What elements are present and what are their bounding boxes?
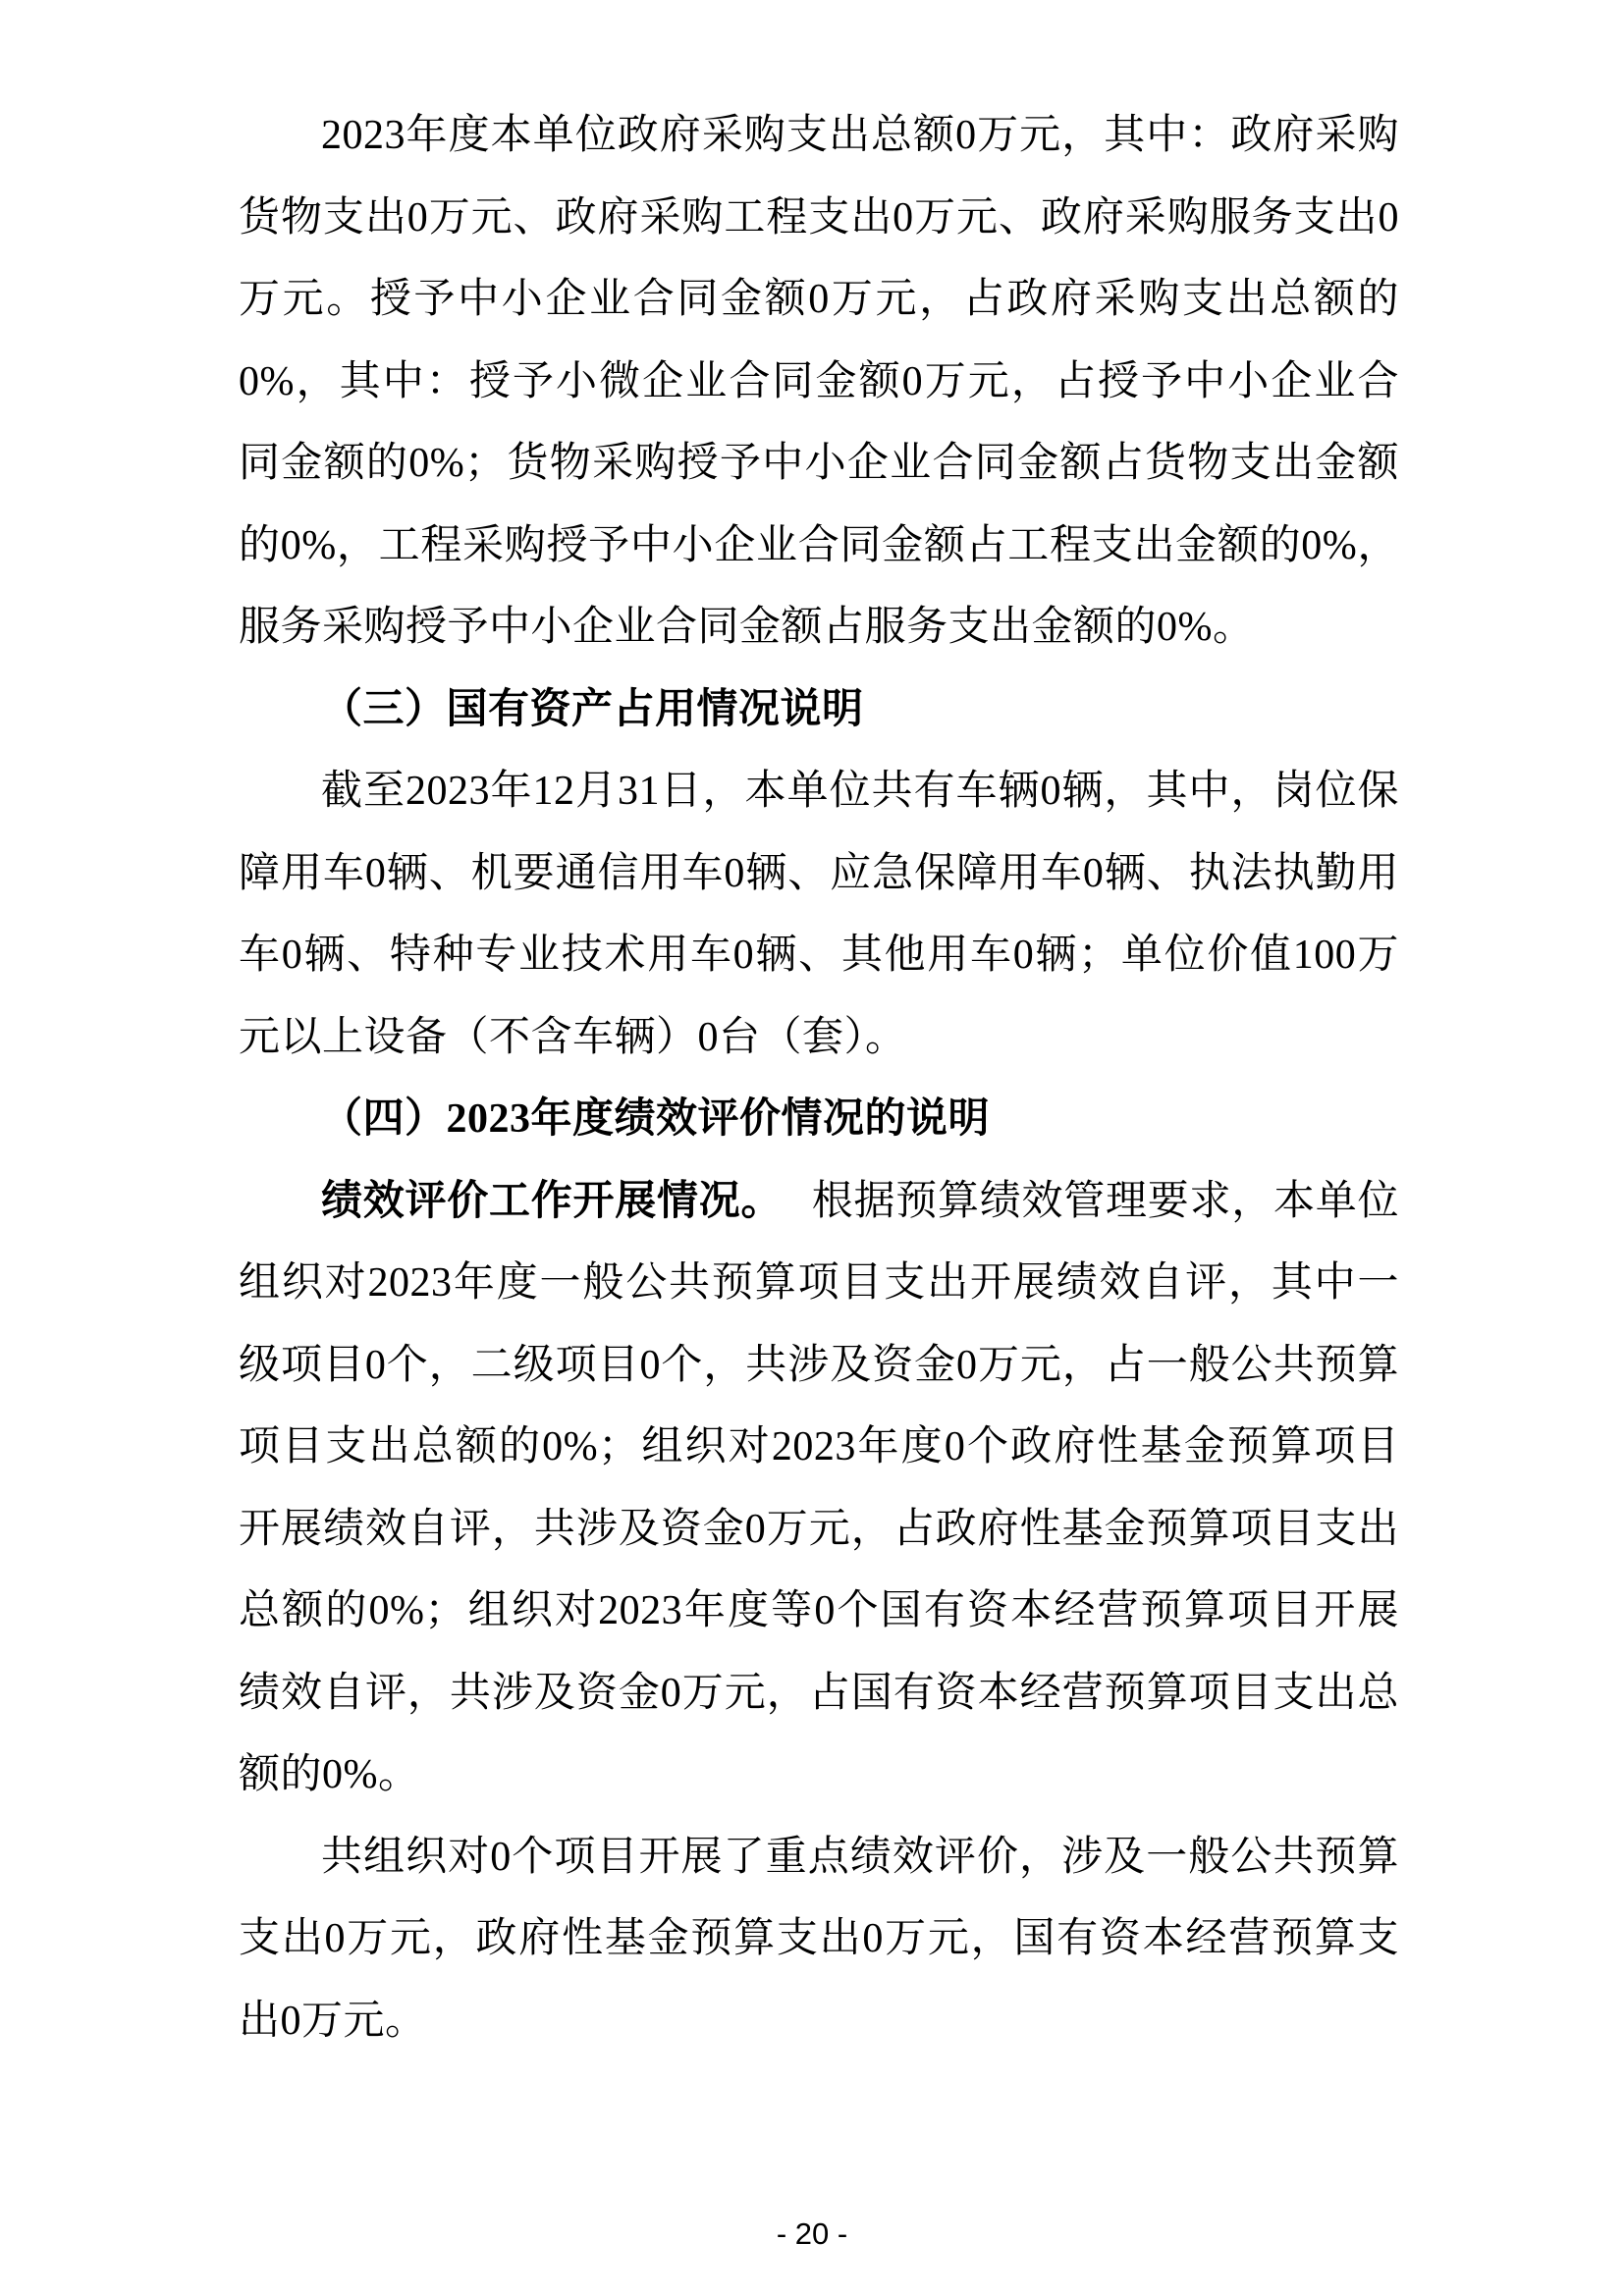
section-heading: （三）国有资产占用情况说明	[321, 686, 864, 732]
section-heading: （四）2023年度绩效评价情况的说明	[321, 1096, 991, 1142]
page-number: - 20 -	[776, 2216, 848, 2251]
body-paragraph: 截至2023年12月31日，本单位共有车辆0辆，其中，岗位保障用车0辆、机要通信用车0辆、应急保障用车0辆、执法执勤用车0辆、特种专业技术用车0辆、其他用车0辆；单位价值100万元以上设备（不含车辆）0台（套）。	[239, 769, 1399, 1060]
body-paragraph	[239, 1161, 1399, 1817]
body-paragraph: 共组织对0个项目开展了重点绩效评价，涉及一般公共预算支出0万元，政府性基金预算支出0万元，国有资本经营预算支出0万元。	[239, 1834, 1399, 2044]
paragraph-text: 根据预算绩效管理要求，本单位组织对2023年度一般公共预算项目支出开展绩效自评，其中一级项目0个，二级项目0个，共涉及资金0万元，占一般公共预算项目支出总额的0%；组织对2023年度0个政府性基金预算项目开展绩效自评，共涉及资金0万元，占政府性基金预算项目支出总额的0%；组织对2023年度等0个国有资本经营预算项目开展绩效自评，共涉及资金0万元，占国有资本经营预算项目支出总额的0%。	[239, 1178, 1399, 1797]
paragraph-bold-lead: 绩效评价工作开展情况。	[321, 1178, 784, 1224]
body-paragraph: 2023年度本单位政府采购支出总额0万元，其中：政府采购货物支出0万元、政府采购工程支出0万元、政府采购服务支出0万元。授予中小企业合同金额0万元，占政府采购支出总额的0%，其中：授予小微企业合同金额0万元，占授予中小企业合同金额的0%；货物采购授予中小企业合同金额占货物支出金额的0%，工程采购授予中小企业合同金额占工程支出金额的0%，服务采购授予中小企业合同金额占服务支出金额的0%。	[239, 113, 1399, 650]
document-body	[239, 95, 1399, 2062]
